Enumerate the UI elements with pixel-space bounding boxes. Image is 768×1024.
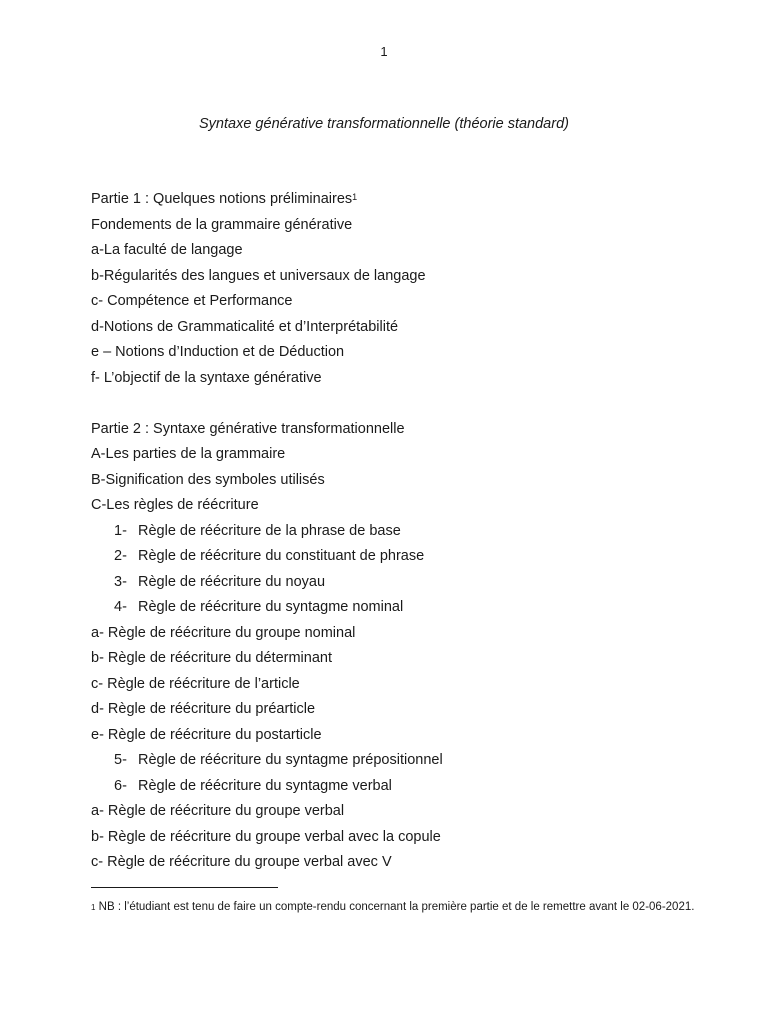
footnote-text: NB : l’étudiant est tenu de faire un compte-rendu concernant la première partie et de le remettre avant le 02-06-2021. [95, 901, 695, 913]
list-item: b- Règle de réécriture du déterminant [91, 650, 332, 666]
list-item: a- Règle de réécriture du groupe nominal [91, 624, 356, 641]
list-item: C-Les règles de réécriture [91, 497, 259, 513]
part2-heading: Partie 2 : Syntaxe générative transformationnelle [91, 420, 405, 437]
page-number: 1 [380, 44, 388, 59]
list-item: e- Règle de réécriture du postarticle [91, 726, 322, 743]
numbered-rule: 3- Règle de réécriture du noyau [114, 573, 326, 590]
list-item: B-Signification des symboles utilisés [91, 471, 325, 488]
footnote-divider [91, 887, 278, 888]
list-item: c- Règle de réécriture de l’article [91, 675, 300, 692]
list-item: c- Compétence et Performance [91, 293, 293, 309]
list-item: Fondements de la grammaire générative [91, 216, 353, 233]
footnote-mark: 1 [91, 903, 96, 912]
document-title: Syntaxe générative transformationnelle (théorie standard) [199, 116, 569, 132]
footnote-ref[interactable]: 1 [352, 192, 358, 202]
section-spacer [91, 391, 711, 417]
list-item: b-Régularités des langues et universaux de langage [91, 267, 426, 284]
list-item: a-La faculté de langage [91, 242, 243, 258]
list-item: e – Notions d’Induction et de Déduction [91, 344, 345, 360]
numbered-rule: 4- Règle de réécriture du syntagme nominal [114, 599, 404, 615]
numbered-rule: 5- Règle de réécriture du syntagme prépositionnel [114, 752, 443, 768]
list-item: a- Règle de réécriture du groupe verbal [91, 803, 345, 819]
list-item: b- Règle de réécriture du groupe verbal avec la copule [91, 828, 441, 845]
list-item: d- Règle de réécriture du préarticle [91, 701, 316, 717]
numbered-rule: 1- Règle de réécriture de la phrase de base [114, 522, 401, 539]
numbered-rule: 6- Règle de réécriture du syntagme verbal [114, 777, 392, 794]
list-item: c- Règle de réécriture du groupe verbal avec V [91, 854, 392, 870]
list-item: A-Les parties de la grammaire [91, 446, 286, 462]
footnote [91, 896, 705, 918]
numbered-rule: 2- Règle de réécriture du constituant de phrase [114, 548, 425, 564]
list-item: f- L’objectif de la syntaxe générative [91, 369, 322, 386]
part1-heading: Partie 1 : Quelques notions préliminaires$^1$ [91, 191, 358, 207]
table-of-contents [91, 187, 711, 876]
list-item: d-Notions de Grammaticalité et d’Interprétabilité [91, 318, 399, 335]
